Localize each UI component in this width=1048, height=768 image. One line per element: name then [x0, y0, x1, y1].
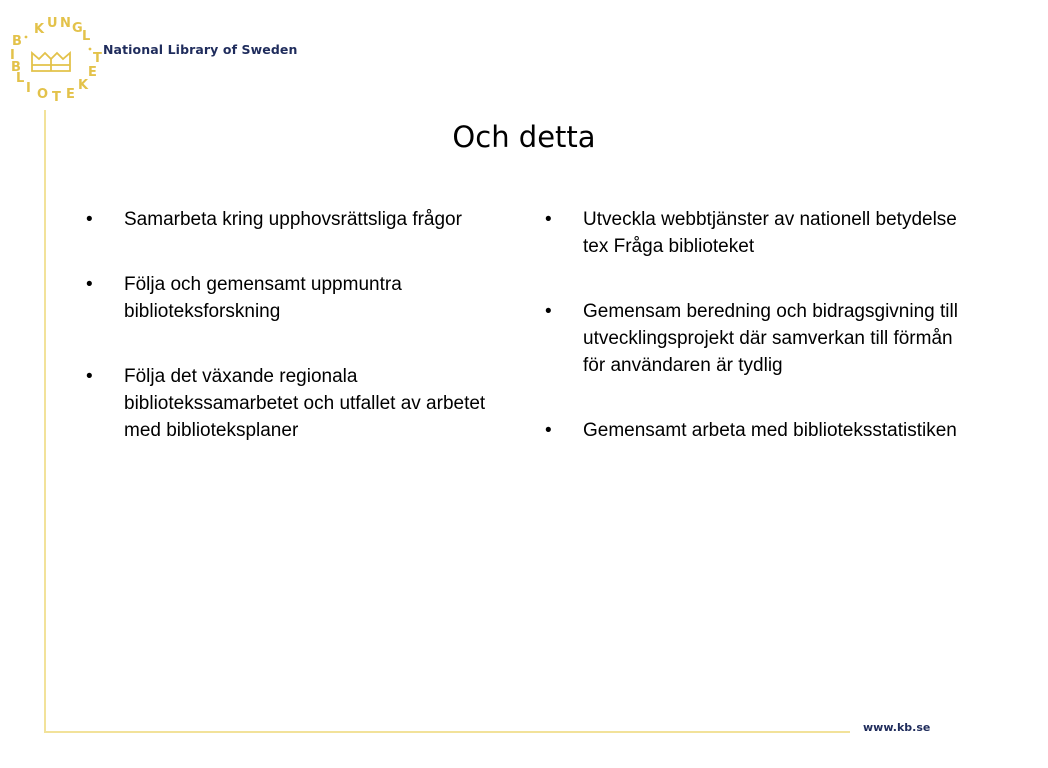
bullet-text: Gemensam beredning och bidragsgivning till utvecklingsprojekt där samverkan till förmån för användaren är tydlig [583, 301, 958, 376]
bullet-icon: • [545, 420, 552, 441]
bullet-text: Gemensamt arbeta med biblioteksstatistiken [583, 420, 957, 441]
bullet-icon: • [86, 274, 93, 295]
list-item [545, 298, 965, 379]
bullet-icon: • [86, 209, 93, 230]
right-bullet-list [545, 206, 965, 482]
list-item [86, 206, 496, 233]
bullet-text: Samarbeta kring upphovsrättsliga frågor [124, 209, 462, 230]
footer-url: www.kb.se [863, 721, 931, 734]
bullet-text: Utveckla webbtjänster av nationell betydelse tex Fråga biblioteket [583, 209, 957, 257]
list-item [545, 417, 965, 444]
bullet-text: Följa det växande regionala bibliotekssamarbetet och utfallet av arbetet med biblioteksplaner [124, 366, 486, 441]
slide-title: Och detta [452, 120, 596, 154]
bullet-icon: • [86, 366, 93, 387]
bullet-icon: • [545, 301, 552, 322]
svg-text:K U N G: K U N G L B I B L I O T E K E T [10, 16, 102, 105]
library-seal-logo [6, 13, 102, 105]
list-item [545, 206, 965, 260]
list-item [86, 271, 496, 325]
bullet-icon: • [545, 209, 552, 230]
bullet-text: Följa och gemensamt uppmuntra biblioteksforskning [124, 274, 402, 322]
frame-vertical-line [44, 110, 46, 733]
left-bullet-list [86, 206, 496, 482]
list-item [86, 363, 496, 444]
organization-name: National Library of Sweden [103, 42, 298, 57]
frame-horizontal-line [44, 731, 850, 733]
